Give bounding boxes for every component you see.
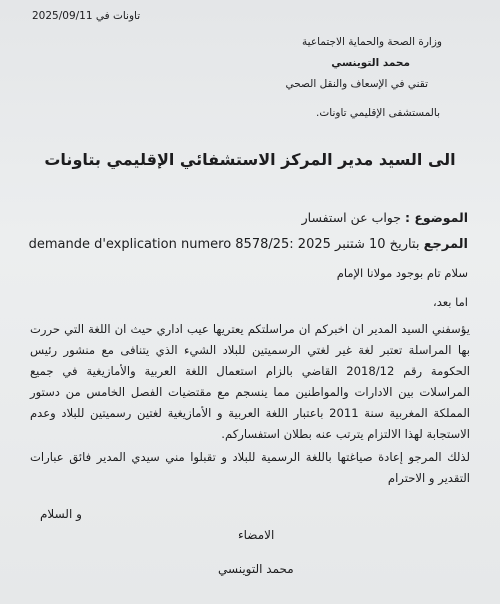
letter-title: الى السيد مدير المركز الاستشفائي الإقليمي بتاونات <box>44 150 456 169</box>
after-greeting: اما بعد، <box>432 295 468 309</box>
body-paragraph-1: يؤسفني السيد المدير ان اخبركم ان مراسلتكم يعتريها عيب اداري حيث ان اللغة التي حررت بها المراسلة تعتبر لغة غير لغتي الرسميتين للبلاد الشيء الذي يتنافى مع منشور رئيس الحكومة رقم 2018/12 القاضي بالزام استعمال اللغة العربية والأمازيغية في جميع المراسلات بين الادارات والمواطنين مما ينسجم مع مقتضيات الفصل الخامس من دستور المملكة المغربية سنة 2011 باعتبار اللغة العربية و الأمازيغية لغتين رسميتين للبلاد وعدم الاستجابة لهذا الالتزام يترتب عنه بطلان استفساركم. <box>30 322 470 441</box>
ministry-name: وزارة الصحة والحماية الاجتماعية <box>302 36 442 48</box>
signature-name: محمد التوينسي <box>218 562 294 576</box>
body-paragraph-2: لذلك المرجو إعادة صياغتها باللغة الرسمية للبلاد و تقبلوا مني سيدي المدير فائق عبارات التقدير و الاحترام <box>30 450 470 485</box>
reference-label: المرجع <box>423 237 468 252</box>
greeting: سلام تام بوجود مولانا الإمام <box>336 266 468 280</box>
subject-label: الموضوع : <box>404 210 468 225</box>
reference-value: demande d'explication numero 8578/25: بتاريخ 10 شتنبر 2025 <box>28 237 420 252</box>
subject-line <box>302 210 468 225</box>
signature-label: الامضاء <box>238 528 275 542</box>
closing-salutation: و السلام <box>40 507 82 521</box>
sender-name: محمد التوينسي <box>331 57 410 69</box>
reference-line <box>29 237 468 252</box>
letter-date: تاونات في 2025/09/11 <box>32 10 141 22</box>
sender-position: تقني في الإسعاف والنقل الصحي <box>285 78 428 90</box>
subject-value: جواب عن استفسار <box>301 210 401 225</box>
sender-hospital: بالمستشفى الإقليمي تاونات. <box>316 107 440 119</box>
